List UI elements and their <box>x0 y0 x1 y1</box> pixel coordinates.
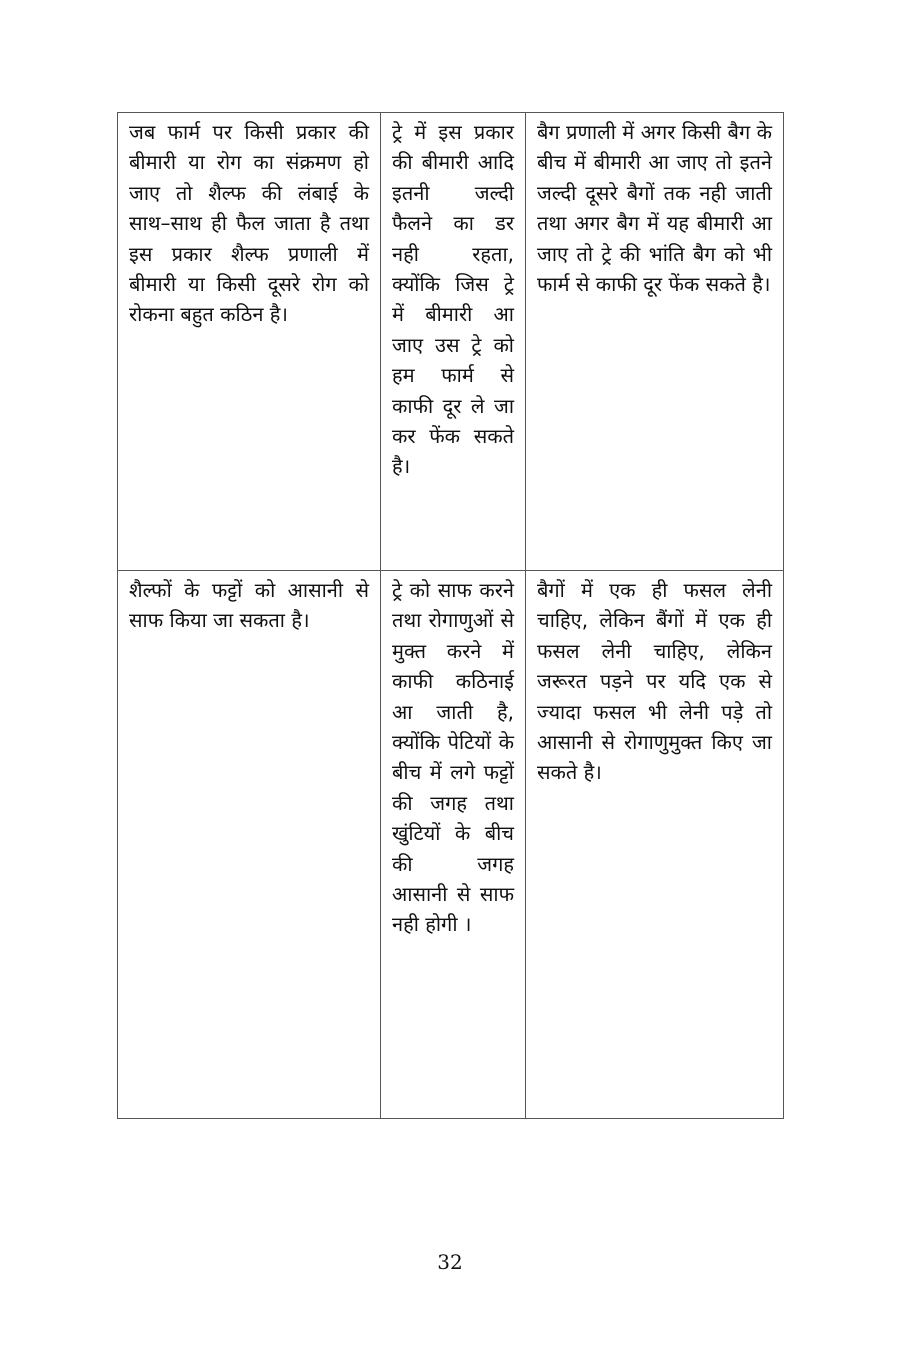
table-row <box>118 571 784 1119</box>
shelf-system-cell: शैल्फों के फट्टों को आसानी से साफ किया जा सकता है। <box>118 571 381 1119</box>
page-number: 32 <box>437 1250 463 1274</box>
bag-system-cell: बैग प्रणाली में अगर किसी बैग के बीच में बीमारी आ जाए तो इतने जल्दी दूसरे बैगों तक नही जाती तथा अगर बैग में यह बीमारी आ जाए तो ट्रे की भांति बैग को भी फार्म से काफी दूर फेंक सकते है। <box>526 113 784 571</box>
table-row <box>118 113 784 571</box>
comparison-table <box>117 112 784 1119</box>
tray-system-cell: ट्रे को साफ करने तथा रोगाणुओं से मुक्त करने में काफी कठिनाई आ जाती है, क्योंकि पेटियों के बीच में लगे फट्टों की जगह तथा खुंटियों के बीच की जगह आसानी से साफ नही होगी । <box>381 571 526 1119</box>
shelf-system-cell: जब फार्म पर किसी प्रकार की बीमारी या रोग का संक्रमण हो जाए तो शैल्फ की लंबाई के साथ–साथ ही फैल जाता है तथा इस प्रकार शैल्फ प्रणाली में बीमारी या किसी दूसरे रोग को रोकना बहुत कठिन है। <box>118 113 381 571</box>
bag-system-cell: बैगों में एक ही फसल लेनी चाहिए, लेकिन बैंगों में एक ही फसल लेनी चाहिए, लेकिन जरूरत पड़ने पर यदि एक से ज्यादा फसल भी लेनी पड़े तो आसानी से रोगाणुमुक्त किए जा सकते है। <box>526 571 784 1119</box>
tray-system-cell: ट्रे में इस प्रकार की बीमारी आदि इतनी जल्दी फैलने का डर नही रहता, क्योंकि जिस ट्रे में बीमारी आ जाए उस ट्रे को हम फार्म से काफी दूर ले जा कर फेंक सकते है। <box>381 113 526 571</box>
